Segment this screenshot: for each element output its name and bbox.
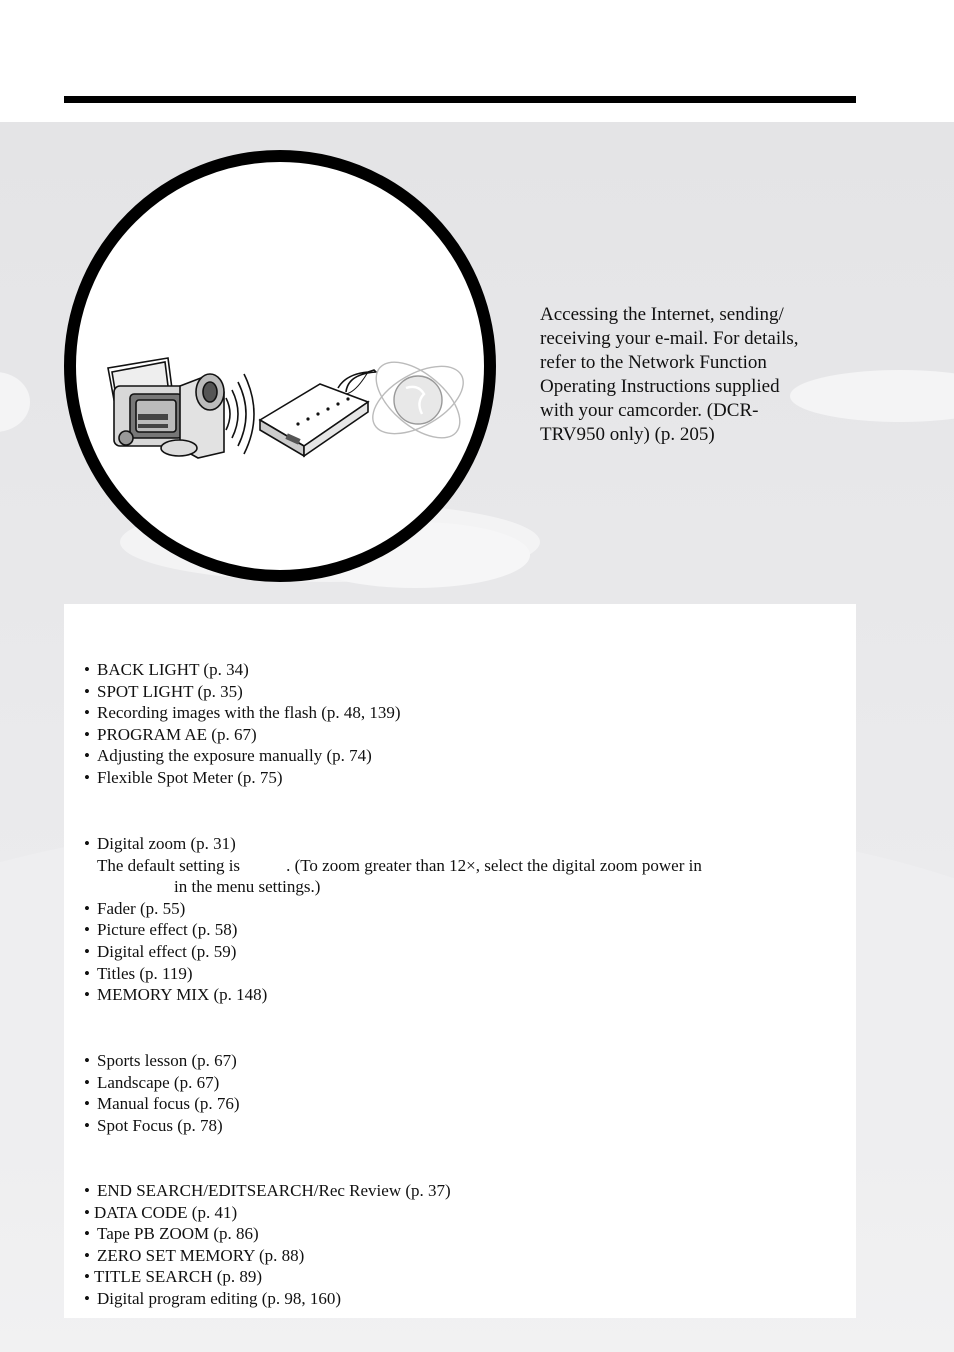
feature-illustration [64,150,496,582]
list-item-text: DATA CODE (p. 41) [94,1202,238,1222]
bullet: • [84,985,90,1005]
list-item [84,1266,451,1288]
list-item-text: Sports lesson (p. 67) [97,1051,237,1070]
list-item [84,724,401,746]
list-item-text: Flexible Spot Meter (p. 75) [97,767,283,787]
bullet: • [84,1181,90,1200]
list-item [84,1223,451,1245]
zoom-note-line [84,876,702,898]
bullet: • [84,963,90,983]
description-line: with your camcorder. (DCR- [540,400,759,421]
network-adapter-icon [260,370,376,456]
bullet: • [84,1224,90,1244]
list-item [84,1050,240,1072]
network-illustration [76,162,484,570]
list-item [84,1245,451,1267]
bullet: • [84,1051,90,1070]
list-item [84,941,702,963]
list-item-text: END SEARCH/EDITSEARCH/Rec Review (p. 37) [97,1181,451,1200]
list-item [84,1093,240,1115]
bullet: • [84,703,90,723]
bullet: • [84,1115,90,1135]
cloud-shape [0,372,30,432]
list-item [84,963,702,985]
playback-features-list [84,1180,451,1310]
description-line: refer to the Network Function [540,352,767,373]
zoom-note-line [84,855,702,877]
list-item-text: Digital program editing (p. 98, 160) [97,1288,342,1308]
bullet: • [84,746,90,766]
list-item-text: PROGRAM AE (p. 67) [97,724,257,744]
bullet: • [84,898,90,918]
list-item-text: Tape PB ZOOM (p. 86) [97,1224,259,1244]
zoom-note-start: The default setting is [97,855,241,875]
list-item-text: Titles (p. 119) [97,963,193,983]
list-item [84,1288,451,1310]
description-line: receiving your e-mail. For details, [540,328,799,349]
description-line: TRV950 only) (p. 205) [540,424,715,445]
bullet: • [84,834,90,853]
list-item-text: TITLE SEARCH (p. 89) [94,1267,263,1287]
list-item-text: Adjusting the exposure manually (p. 74) [97,746,372,766]
bullet: • [84,1288,90,1308]
list-item-text: Fader (p. 55) [97,898,186,918]
bullet: • [84,1267,90,1287]
bullet: • [84,724,90,744]
bullet: • [84,767,90,787]
list-item [84,767,401,789]
effects-features-list [84,833,702,1006]
list-item-text: Picture effect (p. 58) [97,920,238,940]
list-item-text: Recording images with the flash (p. 48, 139) [97,703,401,723]
list-item-text: ZERO SET MEMORY (p. 88) [97,1245,305,1265]
list-item [84,1072,240,1094]
bullet: • [84,1202,90,1222]
lighting-features-list [84,659,401,789]
list-item-text: Landscape (p. 67) [97,1072,220,1092]
bullet: • [84,941,90,961]
camcorder-icon [108,358,224,458]
list-item [84,984,702,1006]
list-item [84,659,401,681]
bullet: • [84,1094,90,1114]
list-item [84,833,702,855]
list-item [84,681,401,703]
list-item-text: Spot Focus (p. 78) [97,1115,223,1135]
bullet: • [84,920,90,940]
description-line: Operating Instructions supplied [540,376,780,397]
list-item [84,702,401,724]
zoom-note-end: . (To zoom greater than 12×, select the digital zoom power in [286,855,702,875]
zoom-note-continued: in the menu settings.) [174,877,321,897]
list-item [84,919,702,941]
list-item-text: MEMORY MIX (p. 148) [97,985,268,1005]
list-item [84,1180,451,1202]
list-item-text: BACK LIGHT (p. 34) [97,660,249,679]
list-item-text: Digital effect (p. 59) [97,941,237,961]
wireless-signal-icon [226,374,254,454]
bullet: • [84,1072,90,1092]
bullet: • [84,1245,90,1265]
list-item [84,745,401,767]
network-function-description [540,303,860,447]
focus-features-list [84,1050,240,1136]
bullet: • [84,660,90,679]
list-item [84,1202,451,1224]
bullet: • [84,681,90,701]
list-item-text: Digital zoom (p. 31) [97,834,236,853]
list-item-text: SPOT LIGHT (p. 35) [97,681,243,701]
list-item [84,1115,240,1137]
globe-icon [362,348,475,452]
list-item-text: Manual focus (p. 76) [97,1094,240,1114]
description-line: Accessing the Internet, sending/ [540,304,784,325]
list-item [84,898,702,920]
header-rule [64,96,856,103]
